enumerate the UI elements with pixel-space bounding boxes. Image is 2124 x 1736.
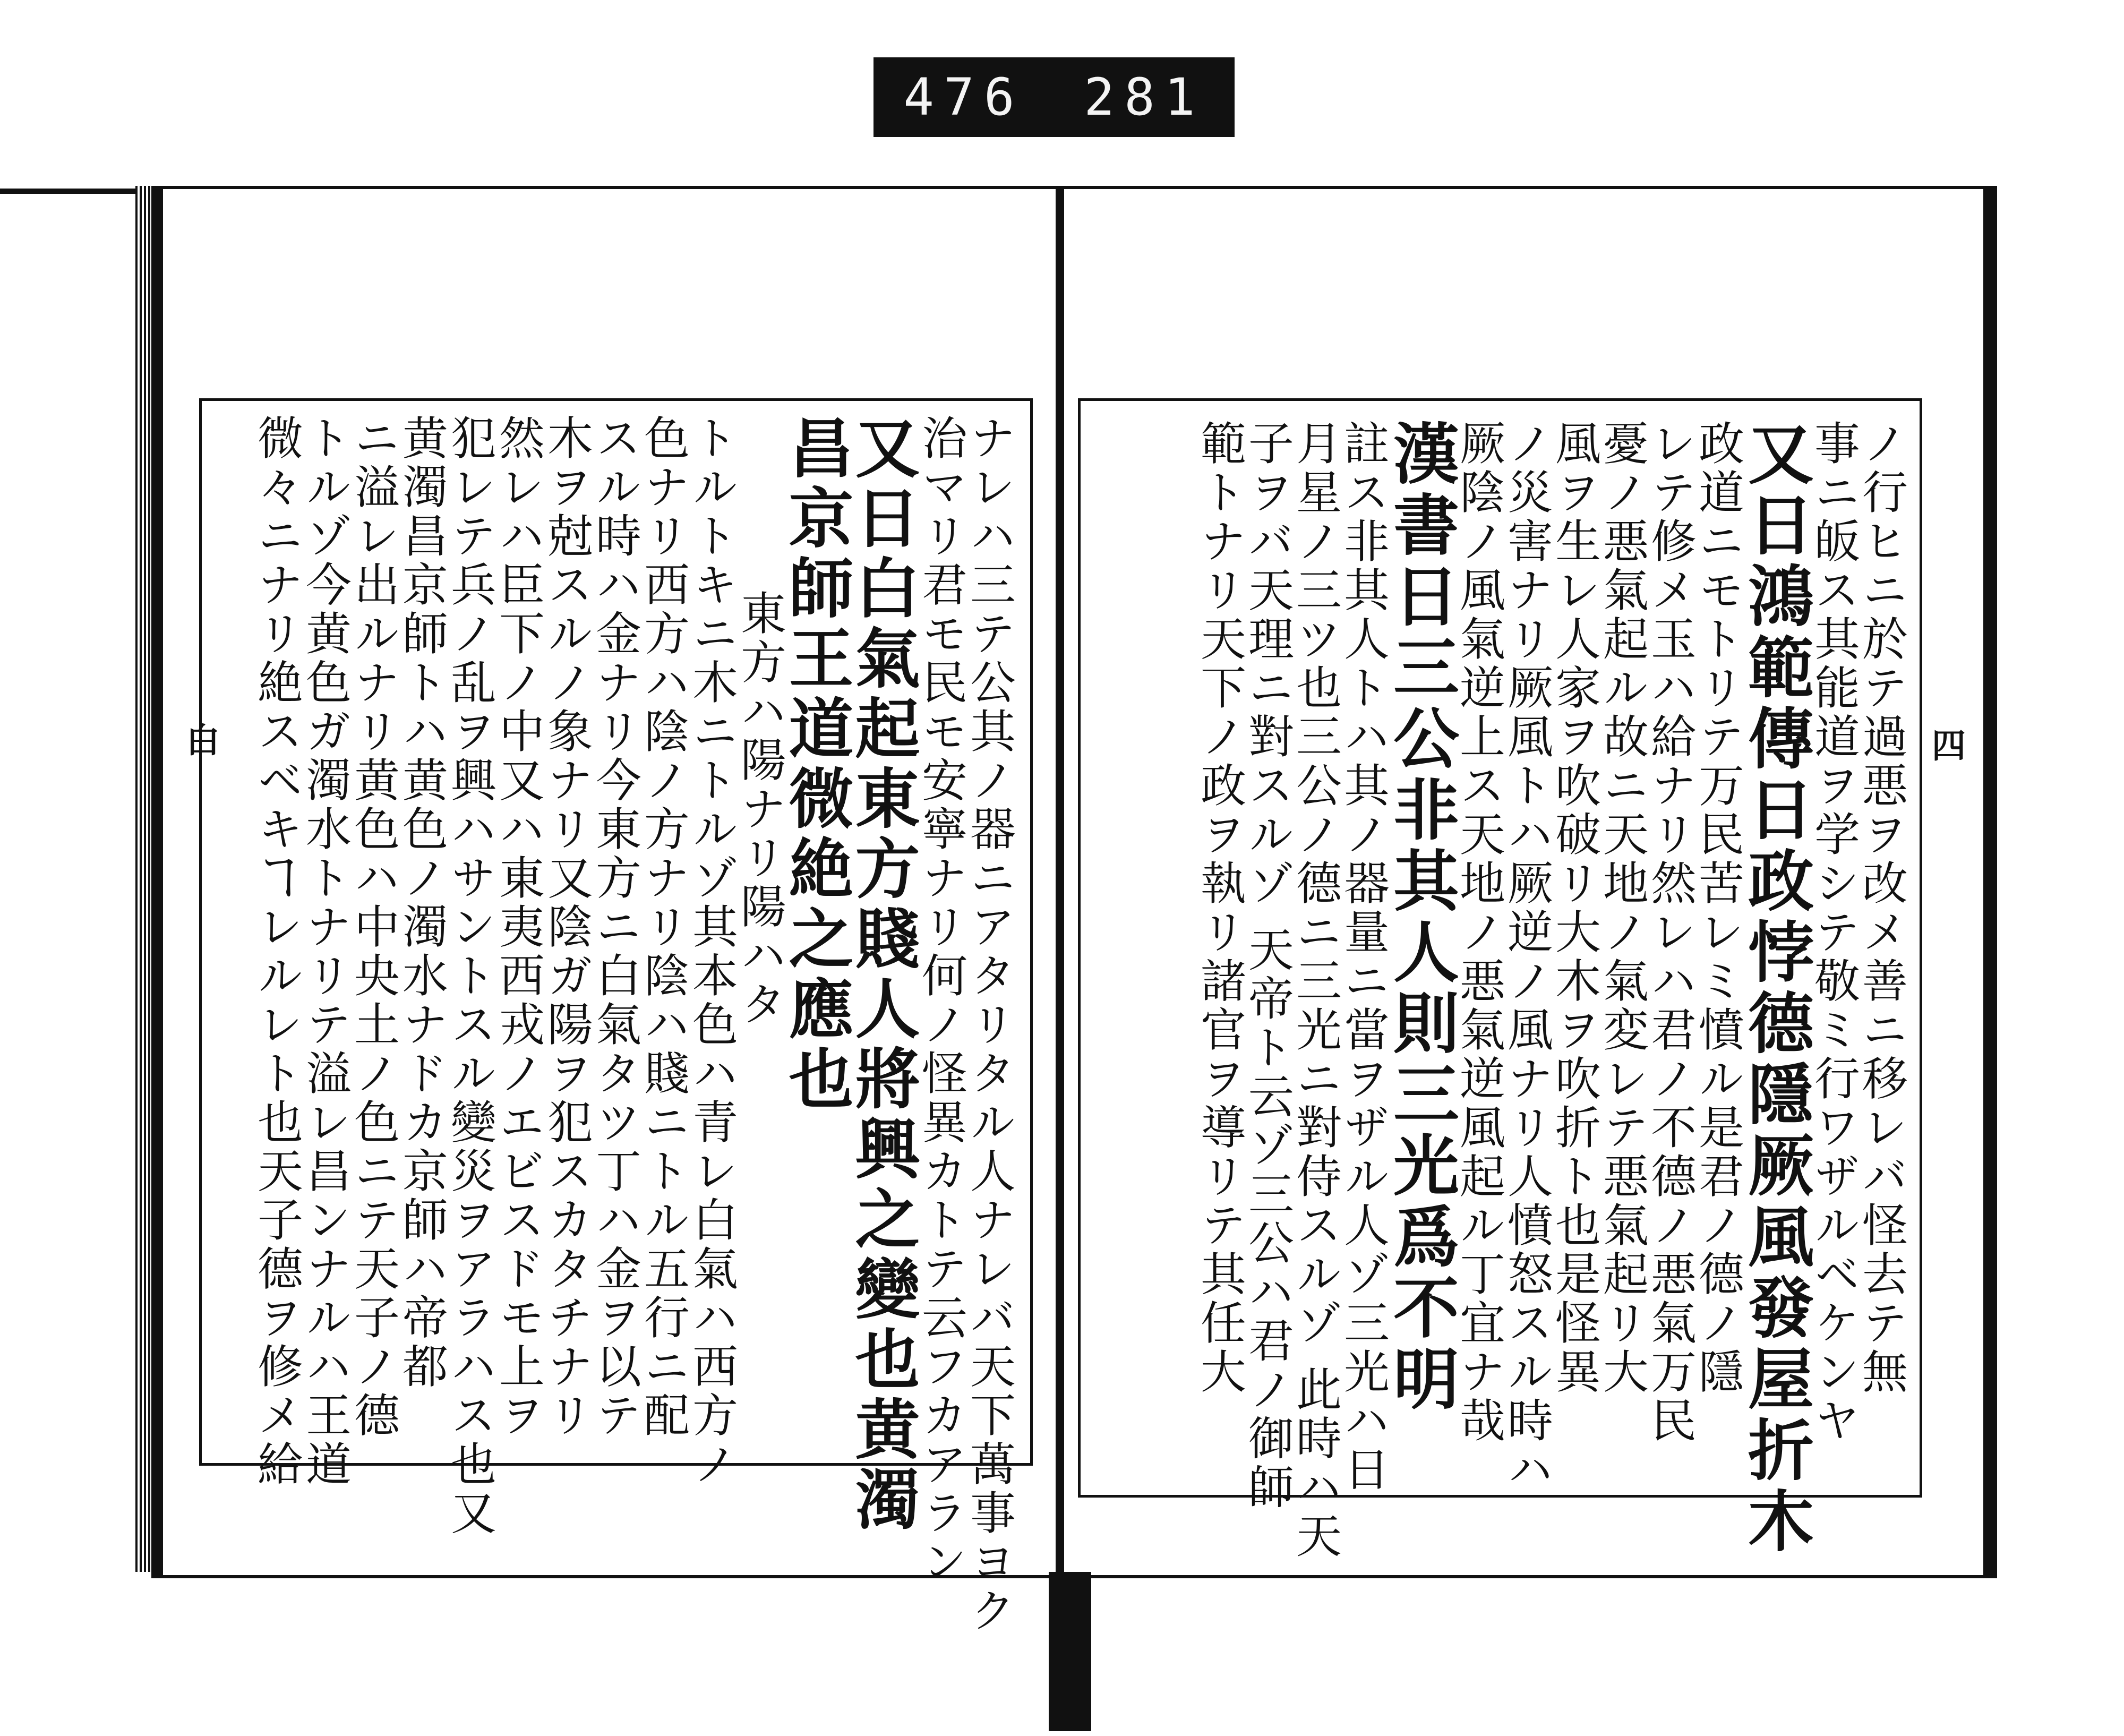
- text-column: 犯レテ兵ノ乱ヲ興ハサントスル變災ヲアラハス也又: [443, 414, 496, 1538]
- text-column: 子ヲバ天理ニ對スルゾ 天帝ト云ゾ三公ハ君ノ御師: [1240, 420, 1294, 1512]
- text-column: ノ行ヒニ於テ過悪ヲ改メ善ニ移レバ怪去テ無: [1854, 420, 1907, 1397]
- left-page-edge: [135, 186, 151, 1572]
- heading-column: 漢書日三公非其人則三光爲不明: [1382, 420, 1459, 1416]
- margin-tick: [0, 189, 154, 194]
- heading-column: 又日鴻範傳日政悖德隱厥風發屋折木: [1737, 420, 1814, 1558]
- catalog-label: [873, 57, 1235, 137]
- text-column: 憂ノ悪氣起ル故ニ天地ノ氣変レテ悪氣起リ大: [1595, 420, 1648, 1397]
- heading-column: 又日白氣起東方賤人將興之變也黄濁: [844, 414, 921, 1536]
- text-column: 微々ニナリ絶スベキヿレルレト也天子德ヲ修メ給: [250, 414, 303, 1489]
- text-column: 治マリ君モ民モ安寧ナリ何ノ怪異カトテ云フカアラン: [914, 414, 967, 1587]
- text-column: 色ナリ西方ハ陰ノ方ナリ陰ハ賤ニトル五行ニ配: [636, 414, 689, 1440]
- binding-tail: [1049, 1572, 1091, 1731]
- text-column: 東方ハ陽ナリ陽ハタ: [733, 589, 786, 1029]
- text-column: 月星ノ三ツ也三公ノ德ニ三光ニ對侍スルゾ 此時ハ天: [1288, 420, 1341, 1561]
- text-column: 厥陰ノ風氣逆上ス天地ノ悪氣逆風起ル丁宜ナ哉: [1452, 420, 1505, 1446]
- text-column: ナレハ三テ公其ノ器ニアタリタル人ナレバ天下萬事ヨク: [962, 414, 1015, 1636]
- text-column: スル時ハ金ナリ今東方ニ白氣タツ丁ハ金ヲ以テ: [588, 414, 641, 1440]
- right-text-block: [1104, 420, 1907, 1561]
- book-gutter: [1056, 186, 1064, 1726]
- right-fold-mark: 四: [1926, 728, 1966, 762]
- text-column: 政道ニモトリテ万民苦レミ憤ル是君ノ德ノ隱: [1691, 420, 1744, 1397]
- text-column: 黄濁昌京師トハ黄色ノ濁水ナドカ京師ハ帝都: [395, 414, 448, 1391]
- text-column: トルトキニ木ニトルゾ其本色ハ青レ白氣ハ西方ノ: [684, 414, 738, 1489]
- text-column: 然レハ臣下ノ中又ハ東夷西戎ノエビスドモ上ヲ: [491, 414, 544, 1440]
- catalog-number: 476: [903, 67, 1024, 127]
- text-column: 事ニ皈ス其能道ヲ学シテ敬ミ行ワザルベケンヤ: [1806, 420, 1860, 1446]
- text-column: レテ修メ玉ハ給ナリ然レハ君ノ不德ノ悪氣万民: [1643, 420, 1696, 1446]
- left-text-block: [226, 414, 1015, 1636]
- text-column: ニ溢レ出ルナリ黄色ハ中央土ノ色ニテ天子ノ德: [346, 414, 399, 1440]
- left-fold-mark: 白: [180, 722, 220, 756]
- text-column: ノ災害ナリ厥風トハ厥逆ノ風ナリ人憤怒スル時ハ: [1500, 420, 1553, 1494]
- text-column: 木ヲ尅スルノ象ナリ又陰ガ陽ヲ犯スカタチナリ: [539, 414, 593, 1440]
- heading-column: 昌京師王道微絶之應也: [778, 414, 854, 1115]
- text-column: トルゾ今黄色ガ濁水トナリテ溢レ昌ンナルハ王道: [298, 414, 351, 1489]
- text-column: 風ヲ生レ人家ヲ吹破リ大木ヲ吹折ト也是怪異: [1547, 420, 1600, 1397]
- text-column: 註ス非其人トハ其ノ器量ニ當ヲザル人ゾ三光ハ日: [1336, 420, 1389, 1494]
- catalog-page: 281: [1084, 67, 1205, 127]
- text-column: 範トナリ天下ノ政ヲ執リ諸官ヲ導リテ其任大: [1193, 420, 1246, 1397]
